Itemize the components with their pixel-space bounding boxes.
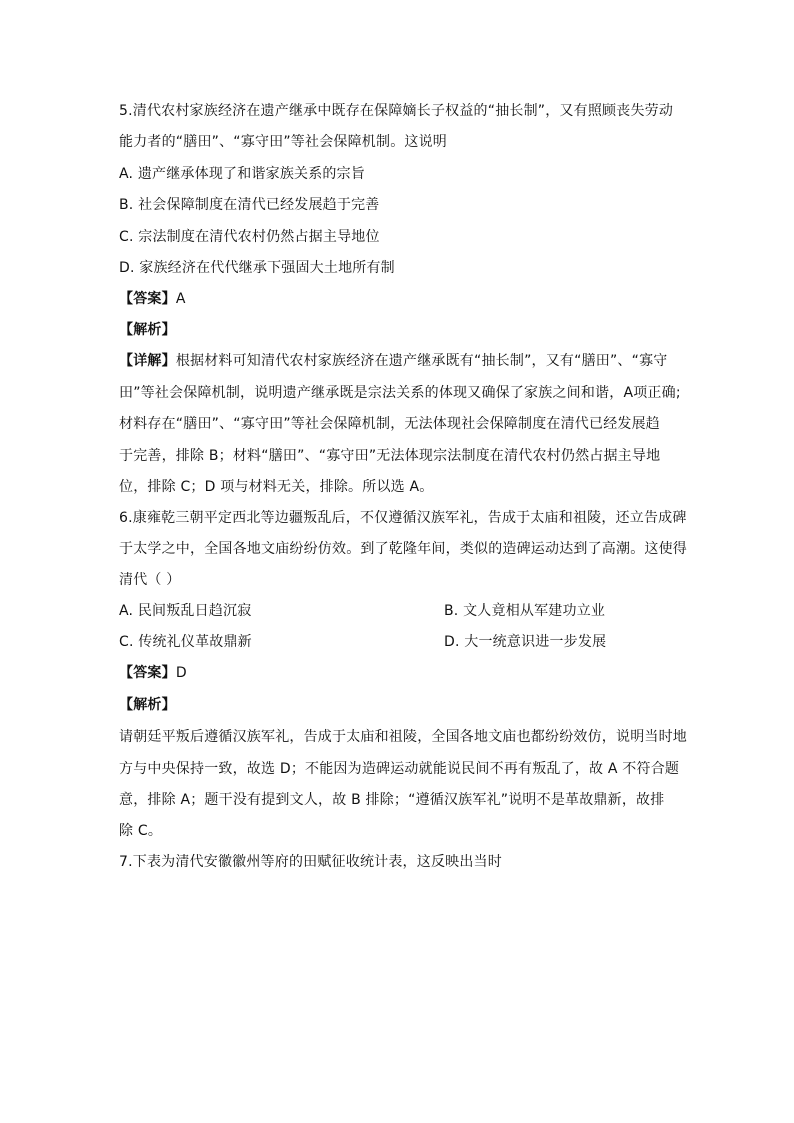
q6-answer-value: D — [175, 665, 187, 681]
q5-stem-line-1: 5.清代农村家族经济在遗产继承中既存在保障嫡长子权益的“抽长制”，又有照顾丧失劳动 — [119, 103, 674, 119]
q5-option-a: A. 遗产继承体现了和谐家族关系的宗旨 — [119, 166, 366, 182]
q5-detail-label: 【详解】 — [119, 353, 176, 369]
q5-answer-value: A — [175, 291, 186, 307]
q6-analysis-line-1: 请朝廷平叛后遵循汉族军礼，告成于太庙和祖陵，全国各地文庙也都纷纷效仿，说明当时地 — [119, 729, 687, 745]
q5-answer-label: 【答案】 — [119, 291, 176, 307]
q5-answer — [119, 289, 186, 309]
q7-stem-line-1: 7.下表为清代安徽徽州等府的田赋征收统计表，这反映出当时 — [119, 854, 502, 870]
q5-option-b: B. 社会保障制度在清代已经发展趋于完善 — [119, 197, 380, 213]
q5-option-d: D. 家族经济在代代继承下强固大土地所有制 — [119, 260, 395, 276]
q6-answer-label: 【答案】 — [119, 665, 176, 681]
q5-stem-line-2: 能力者的“膳田”、“寡守田”等社会保障机制。这说明 — [119, 134, 448, 150]
q6-stem-line-1: 6.康雍乾三朝平定西北等边疆叛乱后，不仅遵循汉族军礼，告成于太庙和祖陵，还立告成碑 — [119, 510, 687, 526]
q5-detail-line-5: 位，排除 C；D 项与材料无关，排除。所以选 A。 — [119, 479, 434, 495]
q6-analysis-label: 【解析】 — [119, 697, 176, 713]
q6-option-a: A. 民间叛乱日趋沉寂 — [119, 603, 252, 619]
q5-detail-line-1 — [119, 351, 667, 371]
q6-analysis-line-2: 方与中央保持一致，故选 D；不能因为造碑运动就能说民间不再有叛乱了，故 A 不符合题 — [119, 761, 680, 777]
q5-option-c: C. 宗法制度在清代农村仍然占据主导地位 — [119, 229, 380, 245]
q5-analysis-label: 【解析】 — [119, 322, 176, 338]
q6-stem-line-3: 清代（ ） — [119, 572, 181, 588]
q6-option-b: B. 文人竟相从军建功立业 — [444, 603, 606, 619]
q5-detail-line-3: 材料存在“膳田”、“寡守田”等社会保障机制，无法体现社会保障制度在清代已经发展趋 — [119, 416, 661, 432]
q6-analysis-line-3: 意，排除 A；题干没有提到文人，故 B 排除；“遵循汉族军礼”说明不是革故鼎新，故排 — [119, 792, 665, 808]
q6-option-c: C. 传统礼仪革故鼎新 — [119, 634, 252, 650]
q6-option-d: D. 大一统意识进一步发展 — [444, 634, 607, 650]
q6-analysis-line-4: 除 C。 — [119, 823, 163, 839]
q6-answer — [119, 663, 187, 683]
q5-detail-text-1: 根据材料可知清代农村家族经济在遗产继承既有“抽长制”，又有“膳田”、“寡守 — [175, 353, 668, 369]
q5-detail-line-2: 田”等社会保障机制，说明遗产继承既是宗法关系的体现又确保了家族之间和谐，A项正确; — [119, 385, 681, 401]
q6-stem-line-2: 于太学之中，全国各地文庙纷纷仿效。到了乾隆年间，类似的造碑运动达到了高潮。这使得 — [119, 541, 687, 557]
q5-detail-line-4: 于完善，排除 B；材料“膳田”、“寡守田”无法体现宗法制度在清代农村仍然占据主导地 — [119, 448, 661, 464]
